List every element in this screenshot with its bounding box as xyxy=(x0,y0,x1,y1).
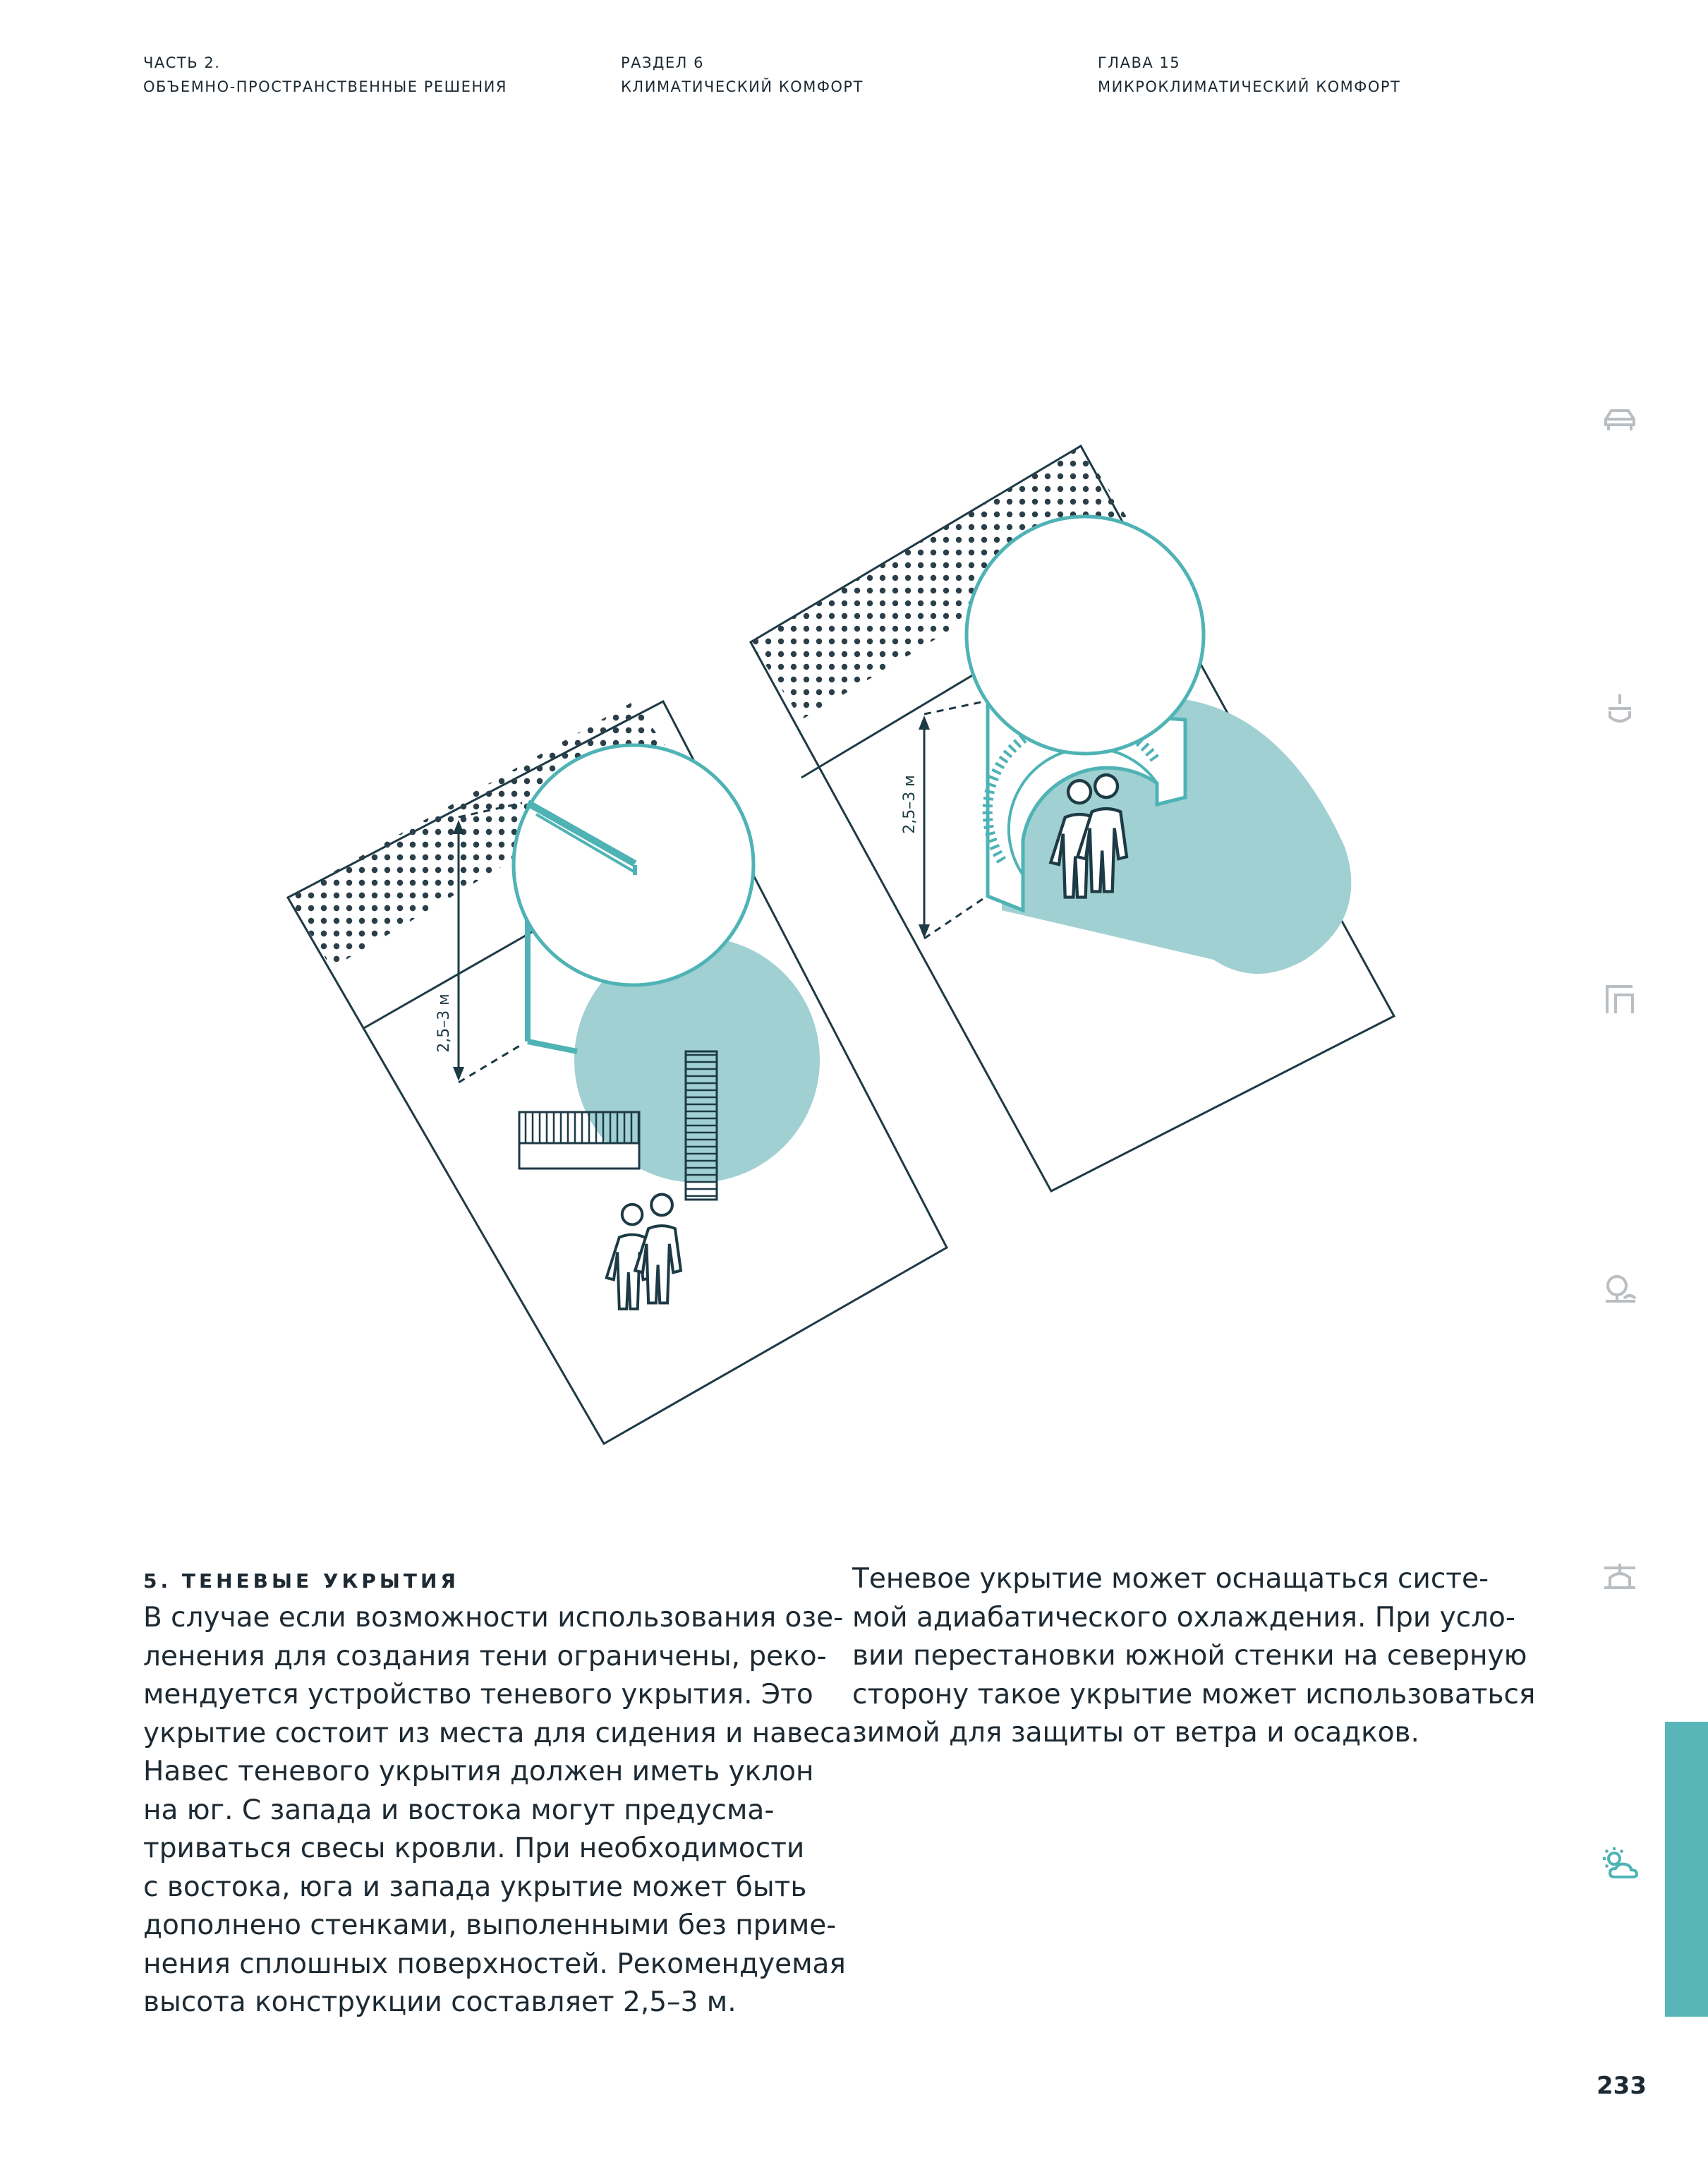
transit-icon xyxy=(1600,690,1640,730)
column2-line: мой адиабатического охлаждения. При усло- xyxy=(852,1601,1515,1634)
section-heading: 5. ТЕНЕВЫЕ УКРЫТИЯ xyxy=(143,1569,459,1593)
column2-line: зимой для защиты от ветра и осадков. xyxy=(852,1717,1419,1749)
left-bench xyxy=(519,1112,639,1169)
column1-line: ленения для создания тени ограничены, реко- xyxy=(143,1640,827,1672)
column1-line: с востока, юга и запада укрытие может быть xyxy=(143,1871,807,1903)
column2-line: вии перестановки южной стенки на северную xyxy=(852,1640,1527,1672)
column1-line: дополнено стенками, выполенными без приме- xyxy=(143,1909,837,1941)
left-bench-2 xyxy=(686,1051,717,1200)
article-column-2 xyxy=(852,1560,1535,1753)
article-column-1 xyxy=(143,1599,861,2022)
column2-line: Теневое укрытие может оснащаться систе- xyxy=(852,1563,1489,1595)
column1-line: мендуется устройство теневого укрытия. Это xyxy=(143,1679,813,1710)
right-dimension-label: 2,5–3 м xyxy=(901,775,919,834)
car-icon xyxy=(1600,401,1640,440)
header-section-number: РАЗДЕЛ 6 xyxy=(621,54,704,71)
column1-line: В случае если возможности использования озе- xyxy=(143,1602,844,1634)
header-part-number: ЧАСТЬ 2. xyxy=(143,54,221,71)
page-number: 233 xyxy=(1597,2072,1647,2100)
tree-icon xyxy=(1600,1269,1640,1308)
column1-line: нения сплошных поверхностей. Рекомендуемая xyxy=(143,1948,846,1980)
column1-line: высота конструкции составляет 2,5–3 м. xyxy=(143,1986,737,2018)
column1-line: на юг. С запада и востока могут предусма- xyxy=(143,1794,775,1826)
header-chapter-number: ГЛАВА 15 xyxy=(1098,54,1181,71)
header-part-title: ОБЪЕМНО-ПРОСТРАНСТВЕННЫЕ РЕШЕНИЯ xyxy=(143,78,507,95)
bridge-icon xyxy=(1600,1558,1640,1598)
chapter-tab xyxy=(1665,1722,1708,2017)
column1-line: укрытие состоит из места для сидения и навеса. xyxy=(143,1717,861,1749)
header-chapter-title: МИКРОКЛИМАТИЧЕСКИЙ КОМФОРТ xyxy=(1098,78,1401,95)
column2-line: сторону такое укрытие может использоваться xyxy=(852,1678,1536,1710)
left-dimension-label: 2,5–3 м xyxy=(435,994,453,1053)
column1-line: триваться свесы кровли. При необходимости xyxy=(143,1833,805,1864)
header-section-title: КЛИМАТИЧЕСКИЙ КОМФОРТ xyxy=(621,78,864,95)
sun-cloud-icon xyxy=(1600,1845,1640,1884)
right-detail-circle xyxy=(967,517,1204,754)
column1-line: Навес теневого укрытия должен иметь уклон xyxy=(143,1756,814,1787)
building-icon xyxy=(1600,979,1640,1019)
